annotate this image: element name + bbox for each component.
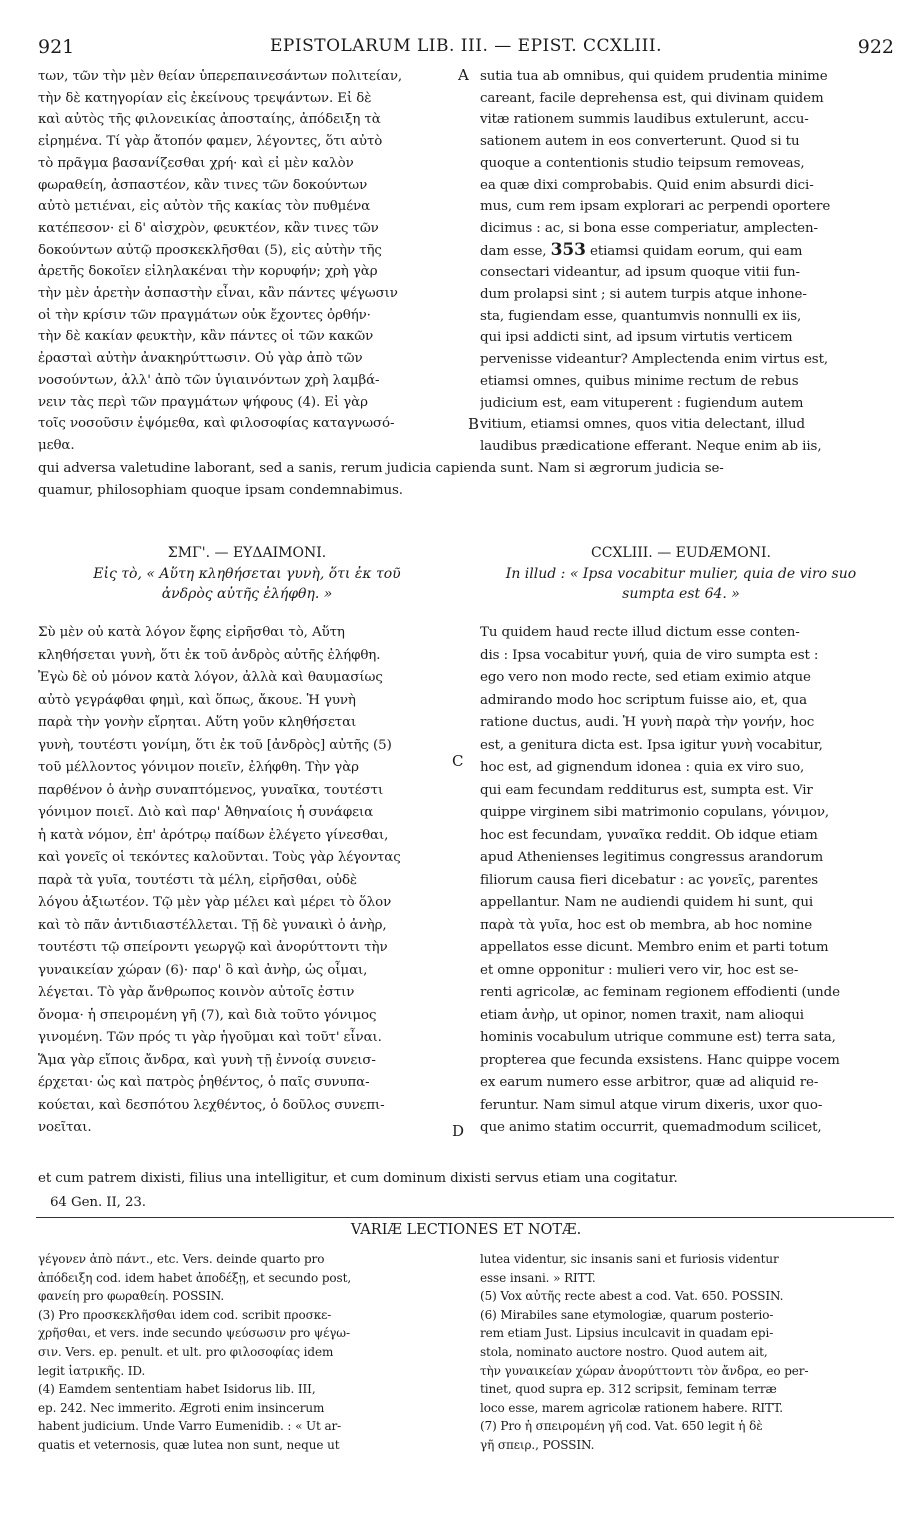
- text-line: qui adversa valetudine laborant, sed a sanis, rerum judicia capienda sunt. Nam si ægrorum judicia se-: [38, 461, 724, 476]
- text-line: νοεῖται.: [38, 1120, 92, 1135]
- margin-marker-a: A: [458, 66, 469, 84]
- text-line: vitæ rationem summis laudibus extulerunt, accu-: [480, 112, 809, 128]
- text-line: ἀπόδειξη cod. idem habet ἀποδέξῃ, et secundo post,: [38, 1270, 352, 1285]
- notes-left-column: [38, 1250, 450, 1455]
- text-line: sationem autem in eos converterunt. Quod si tu: [480, 134, 800, 150]
- text-line: τὴν γυναικείαν χώραν ἀνορύττοντι τὸν ἄνδρα, eo per-: [480, 1363, 809, 1378]
- text-line: Ἐγὼ δὲ οὐ μόνον κατὰ λόγον, ἀλλὰ καὶ θαυμασίως: [38, 670, 383, 685]
- text-line: Tu quidem haud recte illud dictum esse conten-: [480, 625, 800, 640]
- full-width-text-letter: et cum patrem dixisti, filius una intelligitur, et cum dominum dixisti servus etiam una cogitatur.: [38, 1171, 678, 1186]
- notes-title: VARIÆ LECTIONES ET NOTÆ.: [350, 1222, 582, 1238]
- greek-letter-subtitle-2: ἀνδρὸς αὐτῆς ἐλήφθη. »: [161, 586, 333, 602]
- text-line: Σὺ μὲν οὐ κατὰ λόγον ἔφης εἰρῆσθαι τὸ, Αὕτη: [38, 625, 345, 640]
- text-line: (3) Pro προσκεκλῆσθαι idem cod. scribit προσκε-: [38, 1307, 332, 1322]
- text-line: καὶ τὸ πᾶν ἀντιδιαστέλλεται. Τῇ δὲ γυναικὶ ὁ ἀνὴρ,: [38, 917, 387, 933]
- text-line: dam esse, 353 etiamsi quidam eorum, qui eam: [480, 239, 803, 260]
- text-line: τοῦ μέλλοντος γόνιμον ποιεῖν, ἐλήφθη. Τὴν γὰρ: [38, 760, 359, 775]
- divider: [36, 1217, 894, 1218]
- text-line: etiam ἀνὴρ, ut opinor, nomen traxit, nam alioqui: [480, 1007, 804, 1023]
- text-line: νοσούντων, ἀλλ' ἀπὸ τῶν ὑγιαινόντων χρὴ λαμβά-: [38, 372, 380, 388]
- text-line: καὶ αὐτὸς τῆς φιλονεικίας ἀποσταίης, ἀπόδειξη τὰ: [38, 112, 381, 128]
- text-line: stola, nominato auctore nostro. Quod autem ait,: [480, 1344, 768, 1359]
- margin-marker-c: C: [452, 752, 464, 770]
- column-number: 353: [550, 239, 586, 260]
- text-line: τὴν δὲ κακίαν φευκτὴν, κἂν πάντες οἱ τῶν κακῶν: [38, 329, 374, 345]
- text-line: χρῆσθαι, et vers. inde secundo ψεύσωσιν pro ψέγω-: [38, 1326, 350, 1341]
- text-line: παρθένον ὁ ἀνὴρ συναπτόμενος, γυναῖκα, τουτέστι: [38, 782, 384, 798]
- text-line: judicium est, eam vituperent : fugiendum autem: [480, 395, 804, 411]
- text-line: εἰρημένα. Τί γὰρ ἄτοπόν φαμεν, λέγοντες, ὅτι αὐτὸ: [38, 134, 383, 150]
- margin-marker-b: B: [468, 415, 480, 433]
- page-number-right: 922: [857, 36, 894, 58]
- page-number-left: 921: [38, 36, 75, 58]
- greek-column-top: [38, 66, 456, 457]
- text-line: ὄνομα· ἡ σπειρομένη γῆ (7), καὶ διὰ τοῦτο γόνιμος: [38, 1007, 377, 1023]
- text-line: λέγεται. Τὸ γὰρ ἄνθρωπος κοινὸν αὐτοῖς ἐστιν: [38, 985, 355, 1000]
- text-line: παρὰ τὰ γυῖα, τουτέστι τὰ μέλη, εἰρῆσθαι, οὐδὲ: [38, 872, 357, 888]
- text-line: esse insani. » RITT.: [480, 1270, 596, 1285]
- text-line: dum prolapsi sint ; si autem turpis atque inhone-: [480, 287, 807, 303]
- text-line: γέγονεν ἀπὸ πάντ., etc. Vers. deinde quarto pro: [38, 1252, 325, 1266]
- text-line: φωραθείη, ἀσπαστέον, κἂν τινες τῶν δοκούντων: [38, 177, 368, 193]
- text-line: φανείη pro φωραθείη. POSSIN.: [38, 1289, 225, 1304]
- text-line: hominis vocabulum utrique commune est) terra sata,: [480, 1030, 836, 1045]
- latin-letter-subtitle-1: In illud : « Ipsa vocabitur mulier, quia de viro suo: [505, 566, 857, 582]
- text-line: legit ἰατρικῆς. ID.: [38, 1363, 146, 1378]
- text-line: γυναικείαν χώραν (6)· παρ' ὃ καὶ ἀνὴρ, ὡς οἶμαι,: [38, 962, 368, 978]
- text-line: tinet, quod supra ep. 312 scripsit, feminam terræ: [480, 1382, 777, 1397]
- greek-column-letter: [38, 622, 456, 1140]
- text-line: (5) Vox αὐτῆς recte abest a cod. Vat. 650. POSSIN.: [480, 1289, 784, 1304]
- text-line: laudibus prædicatione efferant. Neque enim ab iis,: [480, 438, 822, 454]
- text-line: αὐτὸ γεγράφθαι φημὶ, καὶ ὅπως, ἄκουε. Ἡ γυνὴ: [38, 692, 356, 708]
- text-line: est, a genitura dicta est. Ipsa igitur γυνὴ vocabitur,: [480, 737, 823, 753]
- text-line: dicimus : ac, si bona esse comperiatur, amplecten-: [480, 220, 818, 236]
- text-line: hoc est fecundam, γυναῖκα reddit. Ob idque etiam: [480, 827, 818, 843]
- text-line: ἡ κατὰ νόμον, ἐπ' ἀρότρῳ παίδων ἐλέγετο γίνεσθαι,: [38, 827, 389, 843]
- text-line: rem etiam Just. Lipsius inculcavit in quadam epi-: [480, 1326, 774, 1341]
- text-line: ἐρασταὶ αὐτὴν ἀνακηρύττωσιν. Οὐ γὰρ ἀπὸ τῶν: [38, 351, 363, 367]
- notes-right-column: [480, 1250, 892, 1455]
- text-line: τὴν δὲ κατηγορίαν εἰς ἐκείνους τρεψάντων. Εἰ δὲ: [38, 90, 372, 106]
- text-line: dis : Ipsa vocabitur γυνή, quia de viro sumpta est :: [480, 647, 819, 663]
- text-line: (6) Mirabiles sane etymologiæ, quarum posterio-: [480, 1307, 774, 1322]
- text-line: pervenisse videantur? Amplectenda enim virtus est,: [480, 352, 829, 368]
- text-line: quippe virginem sibi matrimonio copulans, γόνιμον,: [480, 805, 830, 820]
- running-header: [38, 36, 894, 60]
- text-line: renti agricolæ, ac feminam regionem effodienti (unde: [480, 985, 840, 1000]
- text-line: αὐτὸ μετιέναι, εἰς αὐτὸν τῆς κακίας τὸν πυθμένα: [38, 199, 371, 215]
- text-line: propterea que fecunda exsistens. Hanc quippe vocem: [480, 1052, 840, 1068]
- text-line: mus, cum rem ipsam explorari ac perpendi oportere: [480, 199, 831, 215]
- latin-column-top: [480, 66, 892, 458]
- text-line: δοκούντων αὐτῷ προσκεκλῆσθαι (5), εἰς αὐτὴν τῆς: [38, 242, 382, 258]
- text-line: lutea videntur, sic insanis sani et furiosis videntur: [480, 1252, 779, 1266]
- margin-marker-d: D: [452, 1122, 465, 1140]
- text-line: καὶ γονεῖς οἱ τεκόντες καλοῦνται. Τοὺς γὰρ λέγοντας: [38, 850, 401, 865]
- text-line: παρὰ τὰ γυῖα, hoc est ob membra, ab hoc nomine: [480, 917, 813, 933]
- text-line: κατέπεσον· εἰ δ' αἰσχρὸν, φευκτέον, κἂν τινες τῶν: [38, 220, 379, 236]
- footnote: 64 Gen. II, 23.: [50, 1195, 146, 1210]
- text-line: consectari videantur, ad ipsum quoque vitii fun-: [480, 265, 800, 281]
- text-line: τὸ πρᾶγμα βασανίζεσθαι χρή· καὶ εἰ μὲν καλὸν: [38, 155, 354, 171]
- text-line: κληθήσεται γυνὴ, ὅτι ἐκ τοῦ ἀνδρὸς αὐτῆς ἐλήφθη.: [38, 647, 381, 663]
- running-title: EPISTOLARUM LIB. III. — EPIST. CCXLIII.: [270, 36, 662, 56]
- text-line: vitium, etiamsi omnes, quos vitia delectant, illud: [480, 417, 805, 433]
- text-line: τοῖς νοσοῦσιν ἑψόμεθα, καὶ φιλοσοφίας καταγνωσό-: [38, 416, 395, 432]
- text-line: Ἅμα γὰρ εἴποις ἄνδρα, καὶ γυνὴ τῇ ἐννοίᾳ συνεισ-: [38, 1052, 376, 1068]
- text-line: γινομένη. Τῶν πρός τι γὰρ ἡγοῦμαι καὶ τοῦτ' εἶναι.: [38, 1030, 382, 1045]
- full-width-text-top: [38, 458, 894, 502]
- greek-letter-title: ΣΜΓ'. — ΕΥΔΑΙΜΟΝΙ.: [167, 545, 327, 561]
- text-line: etiamsi omnes, quibus minime rectum de rebus: [480, 373, 799, 389]
- text-line: et omne opponitur : mulieri vero vir, hoc est se-: [480, 962, 799, 978]
- text-line: παρὰ τὴν γονὴν εἴρηται. Αὕτη γοῦν κληθήσεται: [38, 715, 357, 730]
- text-line: σιν. Vers. ep. penult. et ult. pro φιλοσοφίας idem: [38, 1344, 334, 1359]
- latin-column-letter: [480, 622, 892, 1140]
- text-line: ep. 242. Nec immerito. Ægroti enim insincerum: [38, 1400, 325, 1415]
- text-line: (7) Pro ἡ σπειρομένη γῆ cod. Vat. 650 legit ἡ δὲ: [480, 1419, 763, 1434]
- text-line: ego vero non modo recte, sed etiam eximio atque: [480, 670, 811, 685]
- text-line: (4) Eamdem sententiam habet Isidorus lib. III,: [38, 1382, 316, 1397]
- text-line: τὴν μὲν ἀρετὴν ἀσπαστὴν εἶναι, κἂν πάντες ψέγωσιν: [38, 286, 398, 302]
- text-line: que animo statim occurrit, quemadmodum scilicet,: [480, 1120, 822, 1135]
- text-line: γόνιμον ποιεῖ. Διὸ καὶ παρ' Ἀθηναίοις ἡ συνάφεια: [38, 805, 374, 820]
- text-line: λόγου ἀξιωτέον. Τῷ μὲν γὰρ μέλει καὶ μέρει τὸ ὅλον: [38, 895, 392, 910]
- text-line: ratione ductus, audi. Ἡ γυνὴ παρὰ τὴν γονήν, hoc: [480, 715, 815, 730]
- text-line: appellatos esse dicunt. Membro enim et parti totum: [480, 940, 829, 955]
- text-line: νειν τὰς περὶ τῶν πραγμάτων ψήφους (4). Εἰ γὰρ: [38, 394, 368, 410]
- text-line: μεθα.: [38, 437, 75, 453]
- text-line: apud Athenienses legitimus congressus arandorum: [480, 850, 824, 865]
- text-line: careant, facile deprehensa est, qui divinam quidem: [480, 90, 824, 106]
- text-line: οἱ τὴν κρίσιν τῶν πραγμάτων οὐκ ἔχοντες ὀρθήν·: [38, 307, 371, 323]
- text-line: quatis et veternosis, quæ lutea non sunt, neque ut: [38, 1437, 340, 1452]
- text-line: filiorum causa fieri dicebatur : ac γονεῖς, parentes: [480, 872, 819, 888]
- text-line: appellantur. Nam ne audiendi quidem hi sunt, qui: [480, 895, 814, 910]
- greek-letter-subtitle-1: Εἰς τὸ, « Αὕτη κληθήσεται γυνὴ, ὅτι ἐκ τοῦ: [93, 566, 401, 582]
- latin-letter-title: CCXLIII. — EUDÆMONI.: [591, 545, 771, 561]
- text-line: hoc est, ad gignendum idonea : quia ex viro suo,: [480, 760, 805, 775]
- text-line: ea quæ dixi comprobabis. Quid enim absurdi dici-: [480, 177, 814, 193]
- text-line: κούεται, καὶ δεσπότου λεχθέντος, ὁ δοῦλος συνεπι-: [38, 1097, 385, 1113]
- text-line: habent judicium. Unde Varro Eumenidib. : « Ut ar-: [38, 1419, 342, 1434]
- text-line: qui eam fecundam redditurus est, sumpta est. Vir: [480, 782, 813, 798]
- text-line: ex earum numero esse arbitror, quæ ad aliquid re-: [480, 1075, 819, 1090]
- text-line: γυνὴ, τουτέστι γονίμη, ὅτι ἐκ τοῦ [ἀνδρὸς] αὐτῆς (5): [38, 737, 392, 753]
- text-line: γῆ σπειρ., POSSIN.: [480, 1437, 595, 1452]
- text-line: sutia tua ab omnibus, qui quidem prudentia minime: [480, 69, 828, 84]
- text-line: feruntur. Nam simul atque virum dixeris, uxor quo-: [480, 1097, 823, 1113]
- latin-letter-subtitle-2: sumpta est 64. »: [622, 586, 740, 602]
- text-line: τουτέστι τῷ σπείροντι γεωργῷ καὶ ἀνορύττοντι τὴν: [38, 940, 388, 955]
- text-line: έρχεται· ὡς καὶ πατρὸς ῥηθέντος, ὁ παῖς συνυπα-: [38, 1075, 370, 1090]
- text-line: loco esse, marem agricolæ rationem habere. RITT.: [480, 1400, 784, 1415]
- text-line: sta, fugiendam esse, quantumvis nonnulli ex iis,: [480, 308, 802, 324]
- text-line: quoque a contentionis studio teipsum removeas,: [480, 155, 805, 171]
- text-line: admirando modo hoc scriptum fuisse aio, et, qua: [480, 692, 808, 708]
- text-line: των, τῶν τὴν μὲν θείαν ὑπερεπαινεσάντων πολιτείαν,: [38, 69, 403, 84]
- text-line: qui ipsi addicti sint, ad ipsum virtutis verticem: [480, 330, 793, 346]
- text-line: ἀρετῆς δοκοῖεν εἰληλακέναι τὴν κορυφήν; χρὴ γὰρ: [38, 264, 378, 280]
- text-line: quamur, philosophiam quoque ipsam condemnabimus.: [38, 483, 403, 498]
